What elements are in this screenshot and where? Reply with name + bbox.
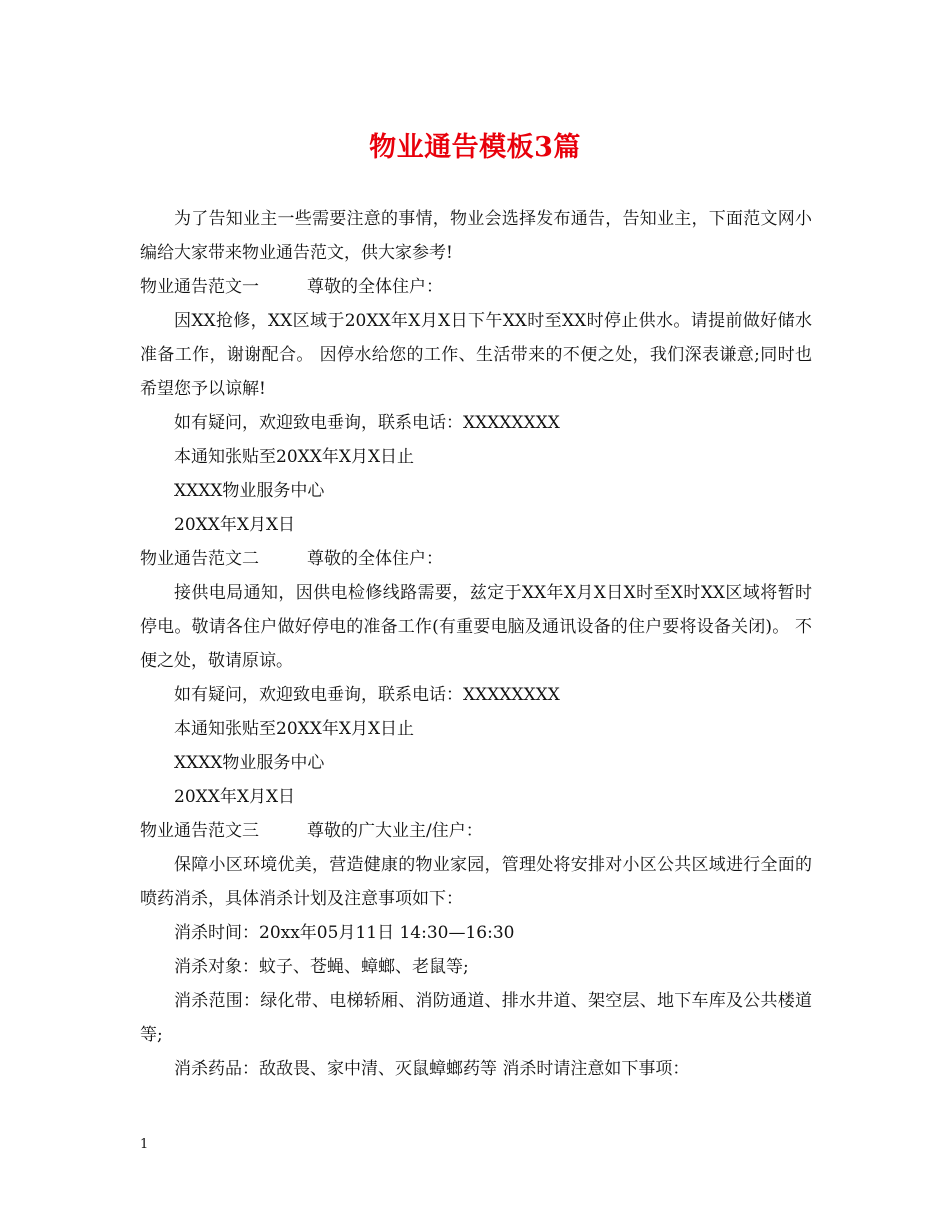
section-salutation: 尊敬的全体住户： (307, 277, 443, 297)
section-title: 物业通告范文三 (140, 821, 259, 841)
section-title: 物业通告范文二 (140, 549, 259, 569)
section-salutation: 尊敬的广大业主/住户： (307, 821, 483, 841)
disinfection-targets: 消杀对象：蚊子、苍蝇、蟑螂、老鼠等; (174, 957, 469, 977)
contact-line: 如有疑问，欢迎致电垂询，联系电话：XXXXXXXX (174, 685, 560, 705)
posted-line: 本通知张贴至20XX年X月X日止 (174, 447, 415, 467)
page-number: 1 (140, 1137, 149, 1152)
intro-paragraph: 为了告知业主一些需要注意的事情，物业会选择发布通告，告知业主，下面范文网小编给大家带来物业通告范文，供大家参考! (140, 209, 812, 263)
section-body: 接供电局通知，因供电检修线路需要，兹定于XX年X月X日X时至X时XX区域将暂时停电。敬请各住户做好停电的准备工作(有重要电脑及通讯设备的住户要将设备关闭)。 不便之处，敬请原谅。 (140, 583, 812, 671)
posted-line: 本通知张贴至20XX年X月X日止 (174, 719, 415, 739)
contact-line: 如有疑问，欢迎致电垂询，联系电话：XXXXXXXX (174, 413, 560, 433)
section-body: 因XX抢修，XX区域于20XX年X月X日下午XX时至XX时停止供水。请提前做好储水准备工作，谢谢配合。 因停水给您的工作、生活带来的不便之处，我们深表谦意;同时也希望您予以谅解! (140, 311, 812, 399)
disinfection-time: 消杀时间：20xx年05月11日 14:30—16:30 (174, 923, 515, 943)
section-heading (140, 814, 812, 848)
date-line: 20XX年X月X日 (174, 787, 296, 807)
document-title: 物业通告模板3篇 (369, 132, 581, 163)
disinfection-scope: 消杀范围：绿化带、电梯轿厢、消防通道、排水井道、架空层、地下车库及公共楼道等; (140, 991, 812, 1045)
signature-line: XXXX物业服务中心 (174, 753, 325, 773)
document-body (140, 202, 812, 1086)
disinfection-drugs: 消杀药品：敌敌畏、家中清、灭鼠蟑螂药等 消杀时请注意如下事项： (174, 1059, 690, 1079)
signature-line: XXXX物业服务中心 (174, 481, 325, 501)
section-salutation: 尊敬的全体住户： (307, 549, 443, 569)
section-title: 物业通告范文一 (140, 277, 259, 297)
section-body: 保障小区环境优美，营造健康的物业家园，管理处将安排对小区公共区域进行全面的喷药消杀，具体消杀计划及注意事项如下： (140, 855, 812, 909)
section-heading (140, 270, 812, 304)
section-heading (140, 542, 812, 576)
date-line: 20XX年X月X日 (174, 515, 296, 535)
